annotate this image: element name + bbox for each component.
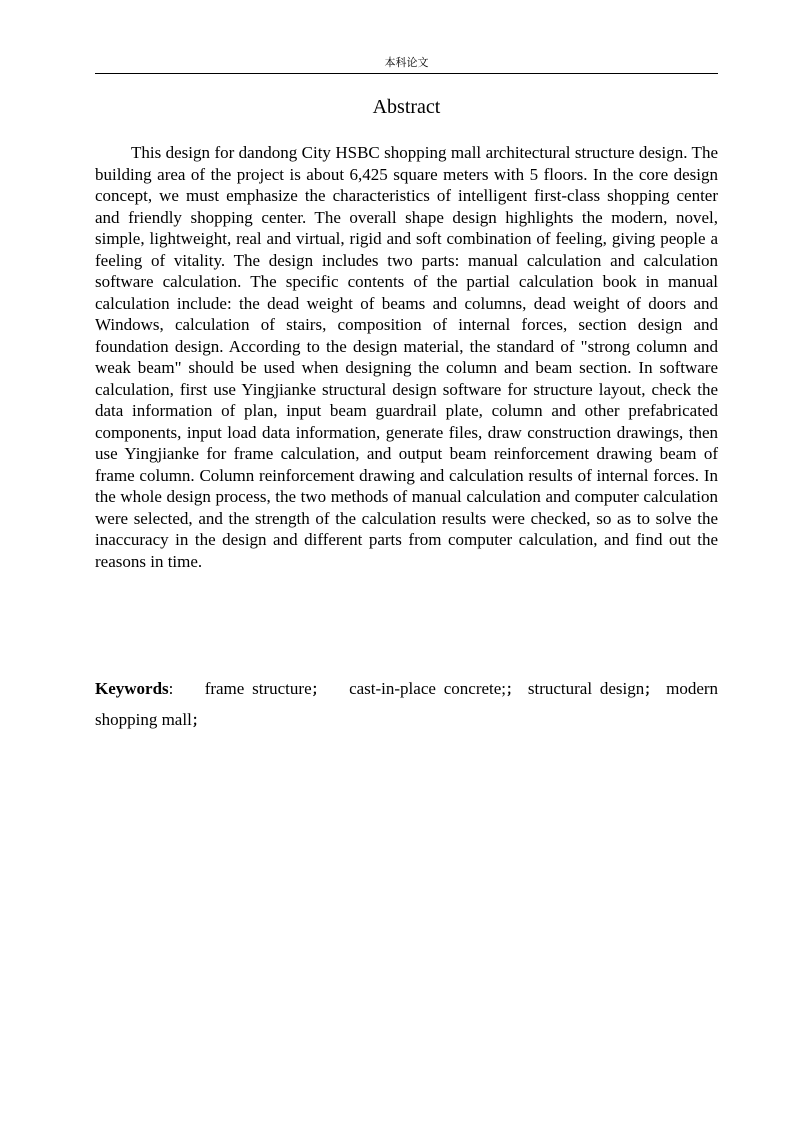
keywords-colon: : [168, 679, 174, 698]
keywords-label: Keywords [95, 679, 169, 698]
keyword-separator: ； [506, 682, 521, 698]
keywords-line [95, 674, 718, 736]
keyword-separator: ； [191, 713, 206, 729]
keyword-item: structural design [527, 679, 645, 698]
keyword-separator: ； [311, 682, 326, 698]
abstract-title: Abstract [372, 96, 441, 118]
abstract-body: This design for dandong City HSBC shopping mall architectural structure design. The building area of the project is about 6,425 square meters with 5 floors. In the core design concept, we must emphasize the characteristics of intelligent first-class shopping center and friendly shopping center. The overall shape design highlights the modern, novel, simple, lightweight, real and virtual, rigid and soft combination of feeling, giving people a feeling of vitality. The design includes two parts: manual calculation and calculation software calculation. The specific contents of the partial calculation book in manual calculation include: the dead weight of beams and columns, dead weight of doors and Windows, calculation of stairs, composition of internal forces, section design and foundation design. According to the design material, the standard of "strong column and weak beam" should be used when designing the column and beam section. In software calculation, first use Yingjianke structural design software for structure layout, check the data information of plan, input beam guardrail plate, column and other prefabricated components, input load data information, generate files, draw construction drawings, then use Yingjianke for frame calculation, and output beam reinforcement drawing beam of frame column. Column reinforcement drawing and calculation results of internal forces. In the whole design process, the two methods of manual calculation and computer calculation were selected, and the strength of the calculation results were checked, so as to solve the inaccuracy in the design and different parts from computer calculation, and find out the reasons in time. [95, 143, 718, 571]
keyword-separator: ； [644, 682, 659, 698]
page-header: 本科论文 [384, 56, 429, 69]
header-rule [95, 73, 718, 74]
keyword-item: frame structure [204, 679, 312, 698]
keyword-item: cast-in-place concrete; [349, 679, 507, 698]
keyword-item: modern shopping mall [95, 679, 719, 729]
